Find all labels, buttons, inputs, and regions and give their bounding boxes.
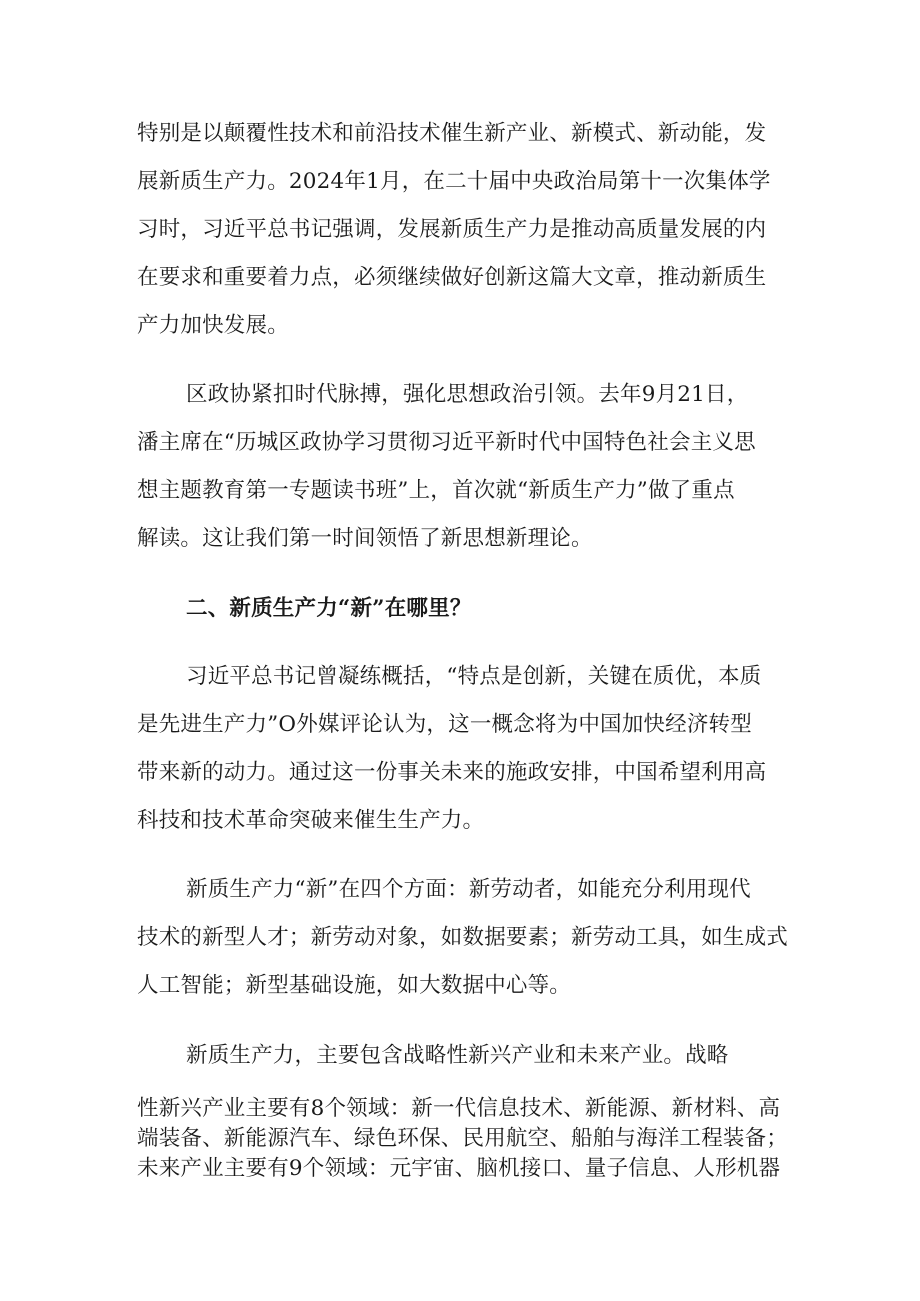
paragraph-3-line-1: 习近平总书记曾凝练概括，“特点是创新，关键在质优，本质 xyxy=(186,664,762,689)
paragraph-1-line-1: 特别是以颠覆性技术和前沿技术催生新产业、新模式、新动能，发 xyxy=(137,121,767,146)
paragraph-1-line-4: 在要求和重要着力点，必须继续做好创新这篇大文章，推动新质生 xyxy=(137,265,767,290)
paragraph-1-line-5: 产力加快发展。 xyxy=(137,313,289,338)
paragraph-4-line-1: 新质生产力“新”在四个方面：新劳动者，如能充分利用现代 xyxy=(186,877,751,902)
paragraph-4-line-2: 技术的新型人才；新劳动对象，如数据要素；新劳动工具，如生成式 xyxy=(137,925,789,950)
paragraph-2-line-4: 解读。这让我们第一时间领悟了新思想新理论。 xyxy=(137,526,593,551)
paragraph-5-line-4: 未来产业主要有9个领域：元宇宙、脑机接口、量子信息、人形机器 xyxy=(137,1156,781,1181)
paragraph-1-line-3: 习时，习近平总书记强调，发展新质生产力是推动高质量发展的内 xyxy=(137,217,767,242)
paragraph-5-line-1: 新质生产力，主要包含战略性新兴产业和未来产业。战略 xyxy=(186,1043,729,1068)
paragraph-2-line-2: 潘主席在“历城区政协学习贯彻习近平新时代中国特色社会主义思 xyxy=(137,430,756,455)
paragraph-5-line-3: 端装备、新能源汽车、绿色环保、民用航空、船舶与海洋工程装备； xyxy=(137,1126,789,1151)
paragraph-4-line-3: 人工智能；新型基础设施，如大数据中心等。 xyxy=(137,973,572,998)
paragraph-2-line-3: 想主题教育第一专题读书班”上，首次就“新质生产力”做了重点 xyxy=(137,478,735,503)
paragraph-1-line-2: 展新质生产力。2024年1月，在二十届中央政治局第十一次集体学 xyxy=(137,169,771,194)
paragraph-2-line-1: 区政协紧扣时代脉搏，强化思想政治引领。去年9月21日， xyxy=(186,382,749,407)
paragraph-3-line-2: 是先进生产力”O外媒评论认为，这一概念将为中国加快经济转型 xyxy=(137,712,752,737)
paragraph-5-line-2: 性新兴产业主要有8个领域：新一代信息技术、新能源、新材料、高 xyxy=(137,1096,781,1121)
paragraph-3-line-4: 科技和技术革命突破来催生生产力。 xyxy=(137,808,485,833)
paragraph-3-line-3: 带来新的动力。通过这一份事关未来的施政安排，中国希望利用高 xyxy=(137,760,767,785)
section-heading: 二、新质生产力“新”在哪里？ xyxy=(186,596,472,621)
